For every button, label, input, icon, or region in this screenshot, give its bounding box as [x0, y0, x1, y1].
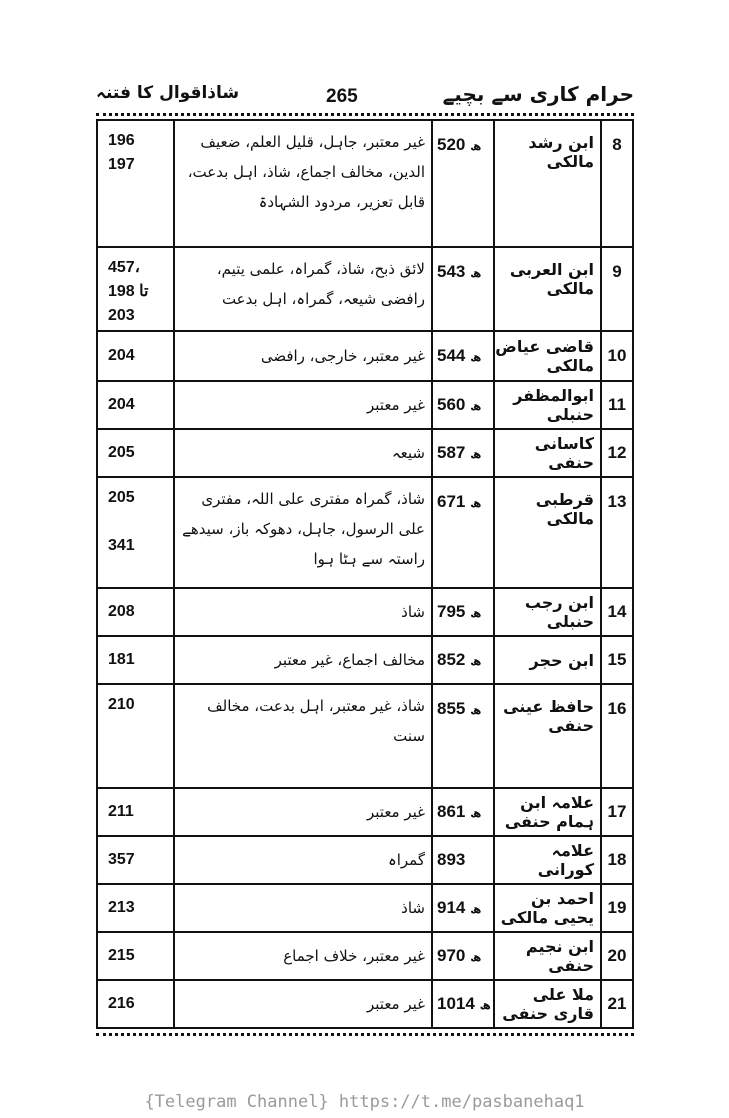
- hijri-suffix: ھ: [470, 496, 482, 510]
- death-year: [432, 932, 494, 980]
- death-year: [432, 588, 494, 636]
- scholar-name: کاسانی حنفی: [494, 429, 601, 477]
- death-year: [432, 636, 494, 684]
- scholar-name: علامہ کورانی: [494, 836, 601, 884]
- page-reference: [97, 331, 174, 381]
- book-title: حرام کاری سے بچیے: [442, 82, 634, 106]
- year-value: 970: [437, 946, 466, 965]
- row-number: 13: [601, 477, 633, 588]
- scholar-name: علامہ ابن ہمام حنفی: [494, 788, 601, 836]
- death-year: [432, 477, 494, 588]
- year-value: 861: [437, 802, 466, 821]
- scholar-name: ابن العربی مالکی: [494, 247, 601, 331]
- year-value: 893: [437, 850, 466, 869]
- table-row: [97, 120, 633, 247]
- death-year: [432, 884, 494, 932]
- scholar-name: قاضی عیاض مالکی: [494, 331, 601, 381]
- page-ref-line: 203: [108, 307, 135, 324]
- year-value: 855: [437, 699, 466, 718]
- description: شاذ، گمراہ مفتری علی اللہ، مفتری علی الرسول، جاہل، دھوکہ باز، سیدھے راستہ سے ہٹا ہوا: [174, 477, 432, 588]
- description: شاذ: [174, 884, 432, 932]
- year-value: 560: [437, 395, 466, 414]
- description: غیر معتبر، خلاف اجماع: [174, 932, 432, 980]
- table-row: [97, 932, 633, 980]
- hijri-suffix: ھ: [470, 806, 482, 820]
- page-reference: [97, 980, 174, 1028]
- death-year: [432, 120, 494, 247]
- description: غیر معتبر: [174, 381, 432, 429]
- page-ref-line: 208: [108, 603, 135, 620]
- description: گمراہ: [174, 836, 432, 884]
- page-reference: [97, 429, 174, 477]
- description: شاذ: [174, 588, 432, 636]
- row-number: 17: [601, 788, 633, 836]
- table-row: [97, 588, 633, 636]
- death-year: [432, 980, 494, 1028]
- page-reference: [97, 477, 174, 588]
- scholar-name: ابن حجر: [494, 636, 601, 684]
- page-reference: [97, 932, 174, 980]
- row-number: 20: [601, 932, 633, 980]
- year-value: 914: [437, 898, 466, 917]
- hijri-suffix: ھ: [470, 139, 482, 153]
- row-number: 12: [601, 429, 633, 477]
- table-row: [97, 836, 633, 884]
- hijri-suffix: ھ: [470, 399, 482, 413]
- page-reference: [97, 381, 174, 429]
- scholar-name: احمد بن یحیی مالکی: [494, 884, 601, 932]
- page-ref-line: 196: [108, 132, 135, 149]
- bottom-divider: [96, 1033, 634, 1036]
- page-ref-line: 181: [108, 651, 135, 668]
- hijri-suffix: ھ: [479, 998, 491, 1012]
- page-reference: [97, 788, 174, 836]
- page-header: [96, 82, 634, 112]
- scholar-name: ابوالمظفر حنبلی: [494, 381, 601, 429]
- row-number: 15: [601, 636, 633, 684]
- page-ref-line: 213: [108, 899, 135, 916]
- page-reference: [97, 684, 174, 788]
- page-ref-line: 357: [108, 851, 135, 868]
- year-value: 795: [437, 602, 466, 621]
- page-number: 265: [326, 86, 358, 107]
- page-ref-line: 210: [108, 696, 135, 713]
- description: غیر معتبر، خارجی، رافضی: [174, 331, 432, 381]
- description: شاذ، غیر معتبر، اہل بدعت، مخالف سنت: [174, 684, 432, 788]
- scholar-name: ابن رشد مالکی: [494, 120, 601, 247]
- description: لائق ذبح، شاذ، گمراہ، علمی یتیم، رافضی شیعہ، گمراہ، اہل بدعت: [174, 247, 432, 331]
- page-ref-line: 204: [108, 347, 135, 364]
- chapter-title: شاذاقوال کا فتنہ: [96, 83, 240, 103]
- row-number: 19: [601, 884, 633, 932]
- table-row: [97, 477, 633, 588]
- year-value: 520: [437, 135, 466, 154]
- year-value: 543: [437, 262, 466, 281]
- page-ref-line: 211: [108, 803, 134, 820]
- page-ref-line: 216: [108, 995, 135, 1012]
- page-ref-line: 204: [108, 396, 135, 413]
- table-row: [97, 331, 633, 381]
- page-reference: [97, 636, 174, 684]
- page-ref-line: 198 تا: [108, 283, 149, 300]
- description: غیر معتبر، جاہل، قلیل العلم، ضعیف الدین، مخالف اجماع، شاذ، اہل بدعت، قابل تعزیر، مردود الشہادۃ: [174, 120, 432, 247]
- table-row: [97, 684, 633, 788]
- telegram-footer: {Telegram Channel} https://t.me/pasbanehaq1: [144, 1092, 585, 1112]
- row-number: 21: [601, 980, 633, 1028]
- table-row: [97, 247, 633, 331]
- death-year: [432, 381, 494, 429]
- description: غیر معتبر: [174, 980, 432, 1028]
- hijri-suffix: ھ: [470, 266, 482, 280]
- page-reference: [97, 836, 174, 884]
- page-ref-line: 457،: [108, 259, 140, 276]
- death-year: [432, 429, 494, 477]
- page-reference: [97, 120, 174, 247]
- hijri-suffix: ھ: [470, 703, 482, 717]
- death-year: [432, 247, 494, 331]
- scholar-name: قرطبی مالکی: [494, 477, 601, 588]
- table-row: [97, 980, 633, 1028]
- hijri-suffix: ھ: [470, 950, 482, 964]
- table-row: [97, 788, 633, 836]
- scholar-name: حافظ عینی حنفی: [494, 684, 601, 788]
- year-value: 587: [437, 443, 466, 462]
- year-value: 671: [437, 492, 466, 511]
- hijri-suffix: ھ: [470, 902, 482, 916]
- row-number: 10: [601, 331, 633, 381]
- top-divider: [96, 113, 634, 116]
- death-year: [432, 836, 494, 884]
- death-year: [432, 331, 494, 381]
- year-value: 544: [437, 346, 466, 365]
- page-ref-line: 197: [108, 156, 135, 173]
- year-value: 852: [437, 650, 466, 669]
- row-number: 9: [601, 247, 633, 331]
- table-row: [97, 429, 633, 477]
- year-value: 1014: [437, 994, 475, 1013]
- hijri-suffix: ھ: [470, 654, 482, 668]
- scholars-table: [96, 119, 634, 1029]
- scholar-name: ابن نجیم حنفی: [494, 932, 601, 980]
- page-ref-line: 205: [108, 489, 135, 506]
- row-number: 14: [601, 588, 633, 636]
- table-row: [97, 884, 633, 932]
- row-number: 16: [601, 684, 633, 788]
- scholar-name: ابن رجب حنبلی: [494, 588, 601, 636]
- page-reference: [97, 884, 174, 932]
- page-ref-line: 341: [108, 537, 135, 554]
- description: غیر معتبر: [174, 788, 432, 836]
- table-row: [97, 636, 633, 684]
- row-number: 8: [601, 120, 633, 247]
- death-year: [432, 684, 494, 788]
- page-ref-line: 205: [108, 444, 135, 461]
- page-reference: [97, 588, 174, 636]
- death-year: [432, 788, 494, 836]
- table-row: [97, 381, 633, 429]
- description: شیعہ: [174, 429, 432, 477]
- hijri-suffix: ھ: [470, 350, 482, 364]
- page-reference: [97, 247, 174, 331]
- hijri-suffix: ھ: [470, 606, 482, 620]
- page-ref-line: 215: [108, 947, 135, 964]
- row-number: 18: [601, 836, 633, 884]
- description: مخالف اجماع، غیر معتبر: [174, 636, 432, 684]
- scholar-name: ملا علی قاری حنفی: [494, 980, 601, 1028]
- row-number: 11: [601, 381, 633, 429]
- hijri-suffix: ھ: [470, 447, 482, 461]
